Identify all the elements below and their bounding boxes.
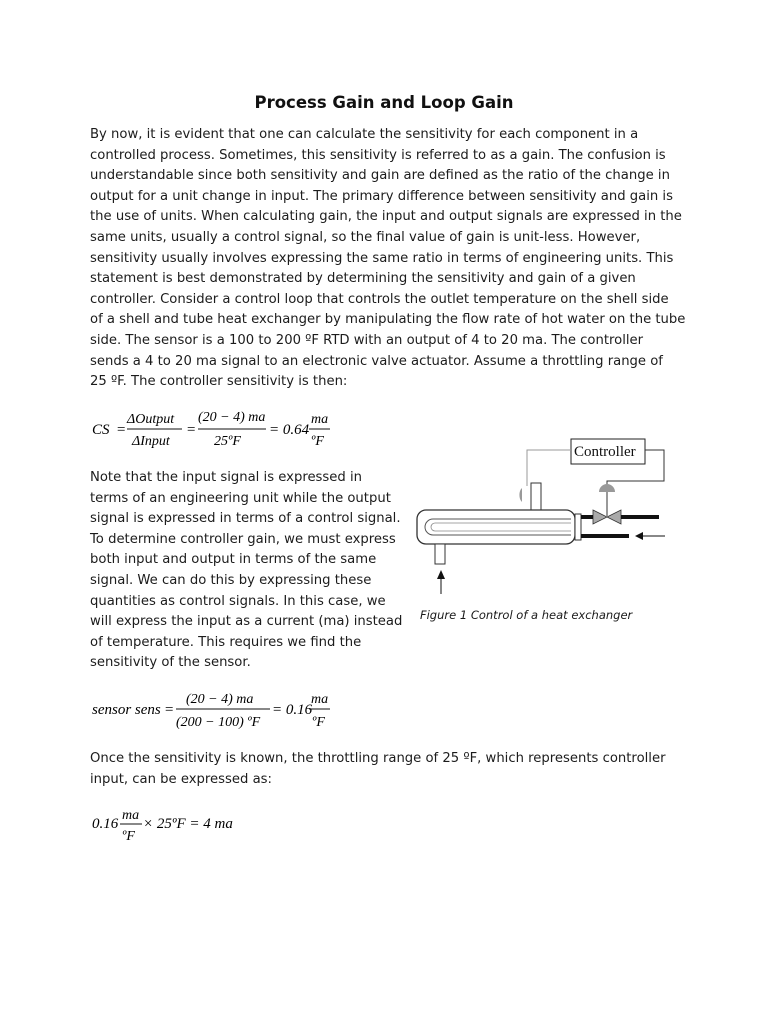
eq3-den: ºF [122,829,135,844]
valve-body-left [593,510,607,524]
text-line: controller. Consider a control loop that controls the outlet temperature on the shell side [90,291,669,307]
equation-throttling-current [90,804,290,853]
temperature-sensor-icon [519,488,522,502]
eq3-rest: × 25ºF = 4 ma [143,816,233,832]
valve-body-right [607,510,621,524]
heat-exchanger-diagram [405,436,680,601]
page-title: Process Gain and Loop Gain [254,93,514,112]
eq1-num1: ΔOutput [127,412,175,427]
text-line: signal. We can do this by expressing these [90,572,372,588]
heat-exchanger-figure [405,436,680,601]
text-line: quantities as control signals. In this case, we [90,593,386,609]
text-line: input, can be expressed as: [90,771,272,787]
eq1-den1: ΔInput [132,434,170,449]
text-line: understandable since both sensitivity and gain are defined as the ratio of the change in [90,168,670,184]
tube-header [575,514,581,540]
inlet-arrow-head [437,570,445,579]
text-line: the use of units. When calculating gain, the input and output signals are expressed in the [90,209,682,225]
eq2-equals: = [164,702,175,718]
text-line: terms of an engineering unit while the output [90,490,391,506]
shell-inlet-nozzle [435,544,445,564]
eq2-coef: = 0.16 [272,702,313,718]
text-line: side. The sensor is a 100 to 200 ºF RTD with an output of 4 to 20 ma. The controller [90,332,644,348]
eq2-num2: ma [311,692,329,707]
equation-2-svg [92,686,352,734]
eq3-num: ma [122,808,140,823]
eq1-lhs: CS [92,422,110,438]
text-line: sensitivity usually involves expressing the same ratio in terms of engineering units. This [90,250,674,266]
flow-arrow-head [635,532,643,540]
eq2-num1: (20 − 4) ma [186,692,254,707]
text-line: statement is best demonstrated by determining the sensitivity and gain of a given [90,271,636,287]
text-line: Once the sensitivity is known, the throttling range of 25 ºF, which represents controller [90,751,666,766]
eq1-equals-2: = [186,422,197,438]
controller-label: Controller [574,444,636,460]
text-line: To determine controller gain, we must express [90,531,396,547]
text-line: By now, it is evident that one can calculate the sensitivity for each component in a [90,127,639,142]
text-line: signal is expressed in terms of a control signal. [90,511,401,527]
eq1-equals: = [116,422,127,438]
text-line: of temperature. This requires we find the [90,634,362,650]
shell-body [417,510,575,544]
valve-actuator-icon [599,484,615,492]
text-line: will express the input as a current (ma) instead [90,614,403,630]
equation-controller-sensitivity [92,405,352,458]
paragraph-input-signal [90,468,403,674]
text-line: 25 ºF. The controller sensitivity is then: [90,374,348,390]
eq2-den1: (200 − 100) ºF [176,715,261,730]
equation-3-svg [90,804,290,848]
eq1-num2: (20 − 4) ma [198,410,266,425]
eq2-lhs: sensor sens [92,702,161,718]
text-line: sends a 4 to 20 ma signal to an electronic valve actuator. Assume a throttling range of [90,353,663,369]
shell-outlet-nozzle [531,483,541,511]
eq1-coef: = 0.64 [269,422,310,438]
equation-sensor-sensitivity [92,686,352,739]
paragraph-intro [90,125,686,393]
text-line: Note that the input signal is expressed in [90,470,362,485]
text-line: output for a unit change in input. The primary difference between sensitivity and gain is [90,188,673,204]
eq1-den3: ºF [311,434,324,449]
text-line: controlled process. Sometimes, this sensitivity is referred to as a gain. The confusion is [90,147,666,163]
eq1-num3: ma [311,412,329,427]
text-line: same units, usually a control signal, so the final value of gain is unit-less. However, [90,229,641,245]
eq3-coef: 0.16 [92,816,119,832]
text-line: of a shell and tube heat exchanger by manipulating the flow rate of hot water on the tube [90,312,686,328]
eq2-den2: ºF [312,715,325,730]
text-line: sensitivity of the sensor. [90,655,251,671]
figure-caption: Figure 1 Control of a heat exchanger [420,608,633,622]
equation-1-svg [92,405,352,453]
paragraph-throttling-range [90,749,682,790]
eq1-den2: 25ºF [214,434,241,449]
text-line: both input and output in terms of the same [90,552,377,568]
sensor-signal-line [527,450,571,486]
